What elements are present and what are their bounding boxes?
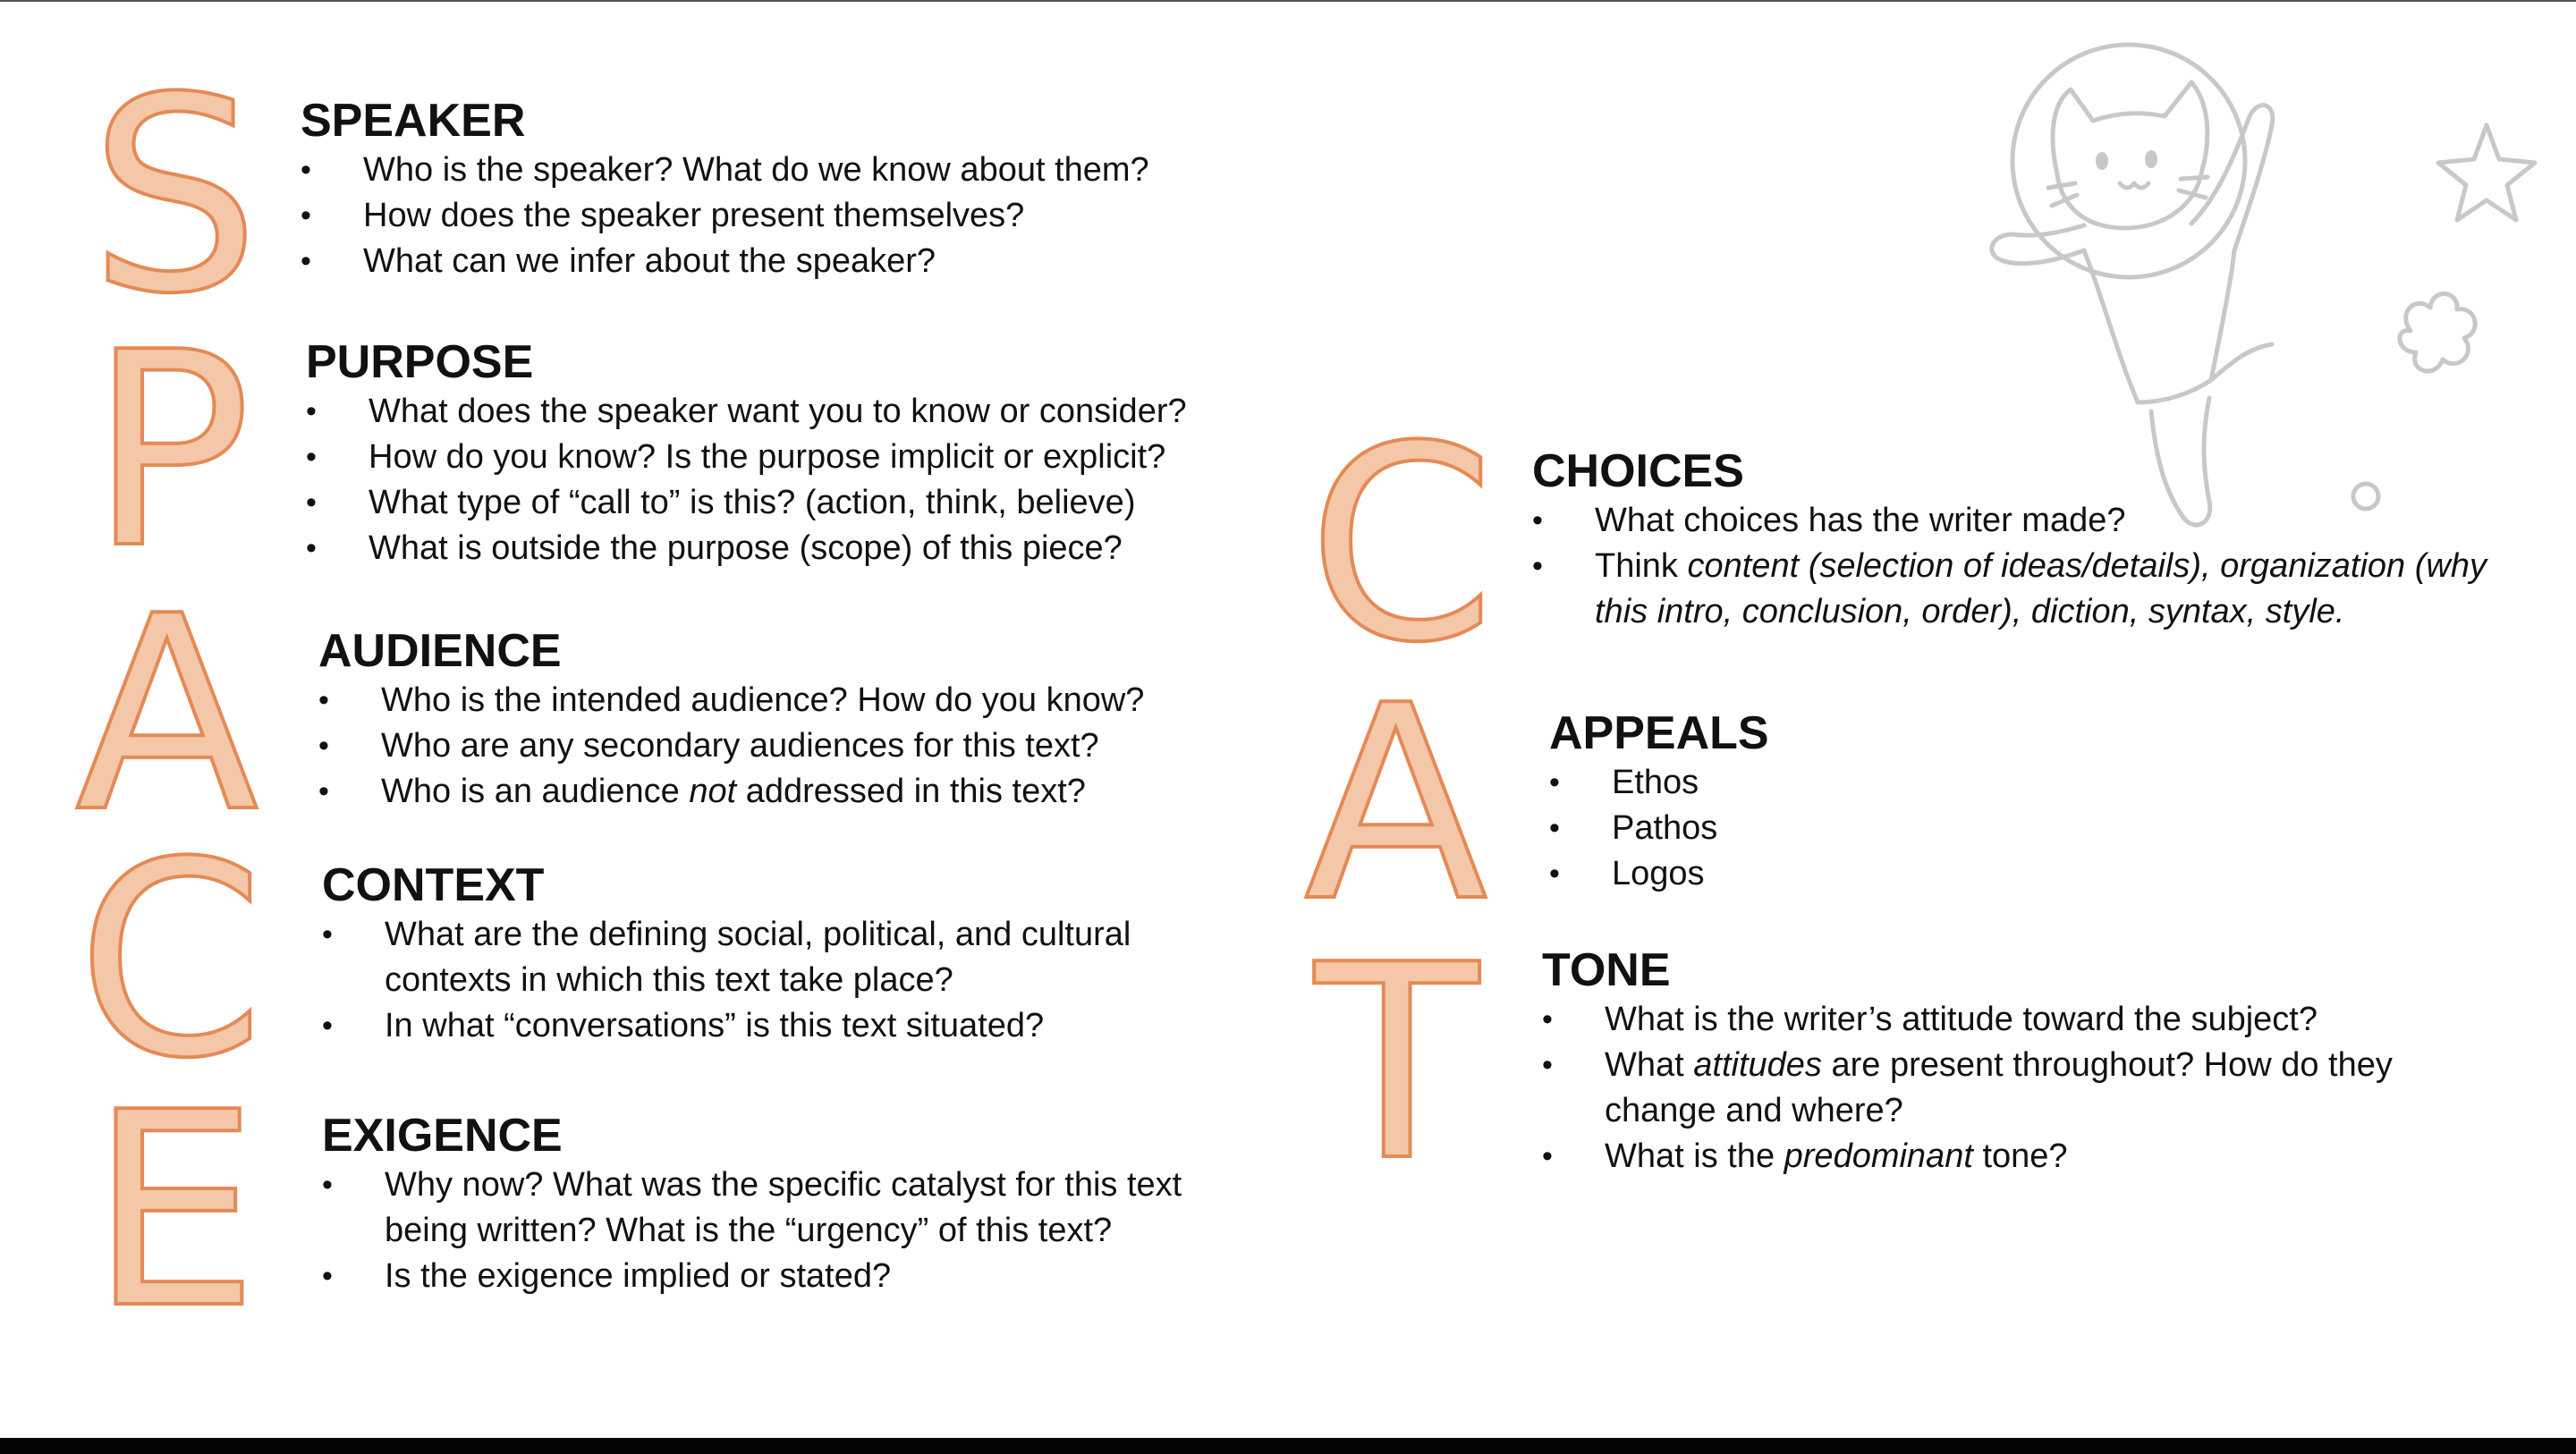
letter-cat-t: T bbox=[1315, 908, 1479, 1220]
star-icon bbox=[2438, 125, 2535, 220]
letter-cat-c: C bbox=[1308, 389, 1496, 701]
letter-cat-a: A bbox=[1304, 648, 1488, 960]
letter-s: S bbox=[89, 40, 260, 352]
choices-heading: CHOICES bbox=[1532, 445, 1744, 497]
purpose-list bbox=[306, 389, 1236, 571]
letter-e: E bbox=[89, 1055, 259, 1367]
context-list bbox=[322, 912, 1208, 1049]
tone-list bbox=[1542, 997, 2490, 1179]
tone-heading: TONE bbox=[1542, 944, 1671, 996]
speaker-list bbox=[301, 148, 1231, 284]
list-item: • What is the writer’s attitude toward the subject? bbox=[1542, 1001, 2318, 1038]
appeals-heading: APPEALS bbox=[1549, 707, 1769, 759]
list-item: • Ethos bbox=[1549, 764, 1699, 801]
exigence-list bbox=[322, 1162, 1243, 1299]
letter-p: P bbox=[89, 295, 251, 607]
tone-section bbox=[1542, 943, 2490, 1179]
context-heading: CONTEXT bbox=[322, 859, 545, 911]
list-item: • Think content (selection of ideas/details), organization (why this intro, conclusion, order), diction, syntax, style. bbox=[1532, 547, 2487, 630]
exigence-heading: EXIGENCE bbox=[322, 1110, 563, 1162]
appeals-section bbox=[1549, 706, 2265, 897]
list-item: • Who are any secondary audiences for this text? bbox=[318, 727, 1099, 765]
list-item: • How does the speaker present themselves? bbox=[301, 197, 1025, 234]
audience-section bbox=[318, 624, 1240, 815]
list-item: • What is the predominant tone? bbox=[1542, 1137, 2068, 1175]
context-section bbox=[322, 858, 1208, 1049]
audience-list bbox=[318, 678, 1240, 815]
list-item: • Logos bbox=[1549, 855, 1705, 892]
list-item: • What attitudes are present throughout? How do they change and where? bbox=[1542, 1046, 2393, 1129]
list-item: • How do you know? Is the purpose implicit or explicit? bbox=[306, 438, 1166, 476]
list-item: • What are the defining social, political, and cultural contexts in which this text take place? bbox=[322, 916, 1131, 999]
flower-icon bbox=[2400, 293, 2475, 371]
list-item: • Why now? What was the specific catalyst for this text being written? What is the “urgency” of this text? bbox=[322, 1166, 1182, 1249]
top-border bbox=[0, 0, 2576, 2]
letter-a: A bbox=[75, 559, 259, 871]
list-item: • What does the speaker want you to know or consider? bbox=[306, 393, 1187, 430]
list-item: • Is the exigence implied or stated? bbox=[322, 1257, 892, 1295]
astronaut-cat-illustration bbox=[1950, 27, 2558, 563]
speaker-section bbox=[301, 94, 1231, 284]
purpose-heading: PURPOSE bbox=[306, 336, 534, 388]
speaker-heading: SPEAKER bbox=[301, 95, 526, 147]
bubble-icon bbox=[2353, 484, 2378, 509]
audience-heading: AUDIENCE bbox=[318, 625, 562, 677]
list-item: • What is outside the purpose (scope) of this piece? bbox=[306, 529, 1123, 567]
list-item: • Pathos bbox=[1549, 809, 1718, 847]
purpose-section bbox=[306, 335, 1236, 571]
list-item: • What choices has the writer made? bbox=[1532, 502, 2126, 539]
list-item: • What type of “call to” is this? (action, think, believe) bbox=[306, 484, 1136, 521]
list-item: • Who is an audience not addressed in this text? bbox=[318, 773, 1086, 810]
appeals-list bbox=[1549, 760, 2265, 897]
helmet-shape bbox=[2012, 45, 2245, 277]
list-item: • Who is the speaker? What do we know about them? bbox=[301, 151, 1149, 189]
list-item: • In what “conversations” is this text situated? bbox=[322, 1007, 1045, 1044]
exigence-section bbox=[322, 1109, 1243, 1299]
list-item: • What can we infer about the speaker? bbox=[301, 242, 936, 280]
list-item: • Who is the intended audience? How do you know? bbox=[318, 681, 1145, 719]
bottom-bar bbox=[0, 1438, 2576, 1454]
letter-c: C bbox=[77, 805, 265, 1117]
